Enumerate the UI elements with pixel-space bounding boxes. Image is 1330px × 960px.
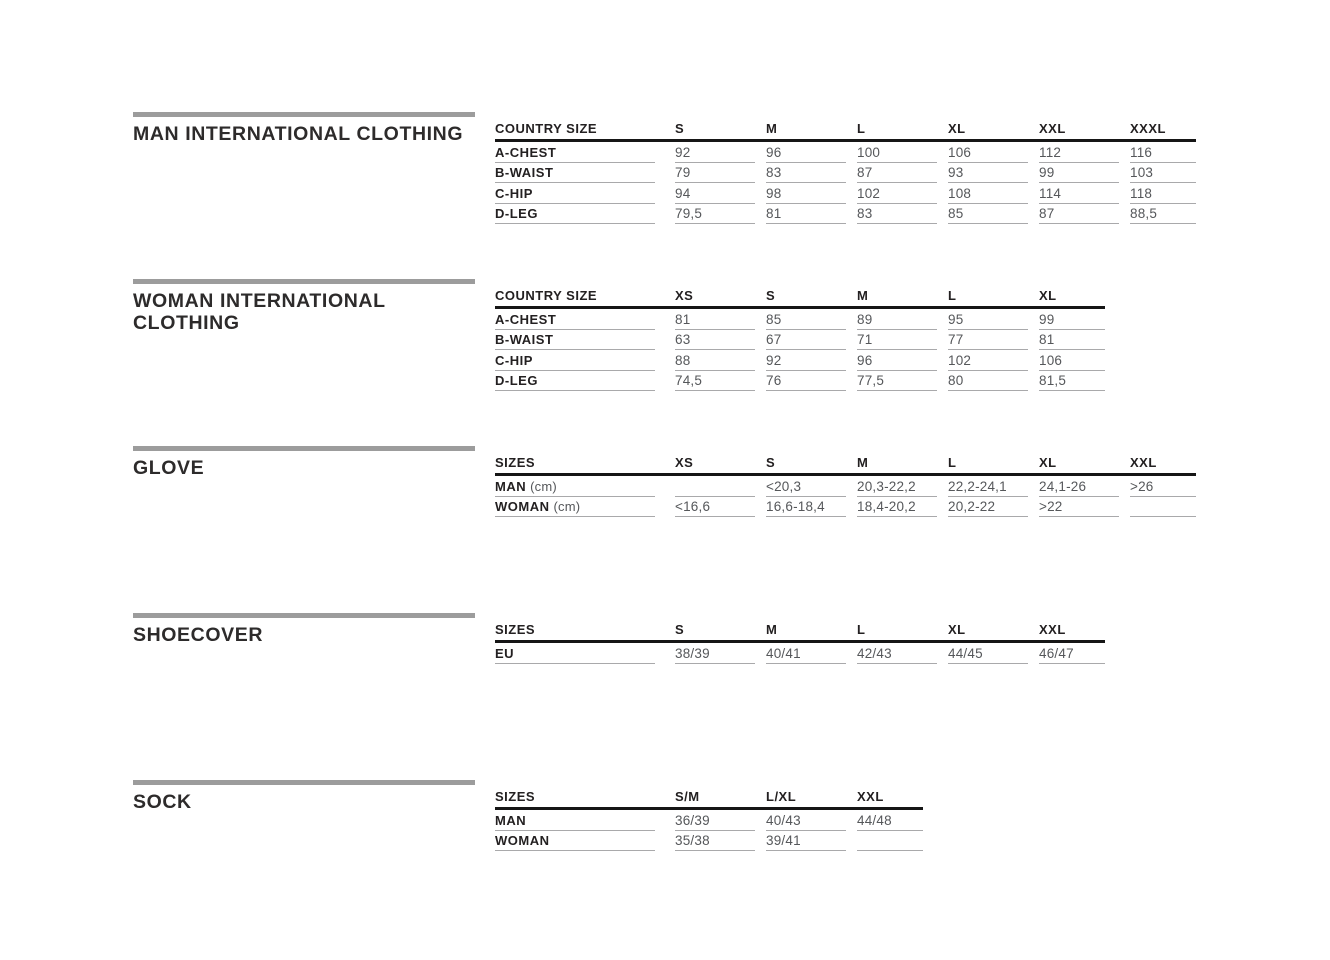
column-header-s: S <box>766 455 776 470</box>
row-label: C-HIP <box>495 352 533 368</box>
section-title-block <box>133 279 475 334</box>
cell-value-text: 116 <box>1130 144 1153 160</box>
value-cell <box>1130 204 1196 225</box>
row-label: MAN <box>495 478 527 494</box>
cell-value-text: 81 <box>766 206 782 221</box>
value-cell <box>1039 350 1105 371</box>
row-label: D-LEG <box>495 373 538 388</box>
table-header-label: SIZES <box>495 789 536 804</box>
row-label-cell <box>495 350 655 371</box>
column-header-xxl: XXL <box>857 789 884 804</box>
cell-value-text: 79,5 <box>675 206 703 221</box>
cell-value-text: 95 <box>948 311 964 327</box>
value-cell <box>948 163 1028 184</box>
value-cell <box>857 476 937 497</box>
row-label: WOMAN <box>495 499 550 514</box>
column-header-m: M <box>857 455 869 470</box>
column-header-s-m: S/M <box>675 789 700 804</box>
cell-value-text: 42/43 <box>857 645 892 661</box>
value-cell <box>948 183 1028 204</box>
section-title-block <box>133 613 475 647</box>
table-header-label: SIZES <box>495 622 536 637</box>
table-row-c-hip <box>495 183 1196 204</box>
cell-value-text: 98 <box>766 185 782 201</box>
section-accent-bar <box>133 613 475 618</box>
value-cell <box>675 371 755 392</box>
value-cell <box>948 142 1028 163</box>
value-cell <box>1130 183 1196 204</box>
value-cell <box>1039 163 1119 184</box>
row-label-cell <box>495 810 655 831</box>
section-title: SHOECOVER <box>133 624 264 646</box>
cell-value-text: 85 <box>766 311 782 327</box>
row-label-cell <box>495 831 655 852</box>
row-label-cell <box>495 204 655 225</box>
cell-value-text: 87 <box>1039 206 1055 221</box>
value-cell <box>675 330 755 351</box>
cell-value-text: 94 <box>675 185 691 201</box>
cell-value-text: 87 <box>857 165 873 180</box>
value-cell <box>675 142 755 163</box>
table-row-man <box>495 476 1196 497</box>
cell-value-text: >26 <box>1130 478 1154 494</box>
section-title-block <box>133 112 475 146</box>
cell-value-text: 106 <box>1039 352 1063 368</box>
section-accent-bar <box>133 780 475 785</box>
table-header-row <box>495 448 1196 476</box>
value-cell <box>766 371 846 392</box>
row-label-cell <box>495 497 655 518</box>
cell-value-text: 118 <box>1130 185 1153 201</box>
cell-value-text: 93 <box>948 165 964 180</box>
cell-value-text: 81 <box>1039 332 1055 347</box>
size-table-glove <box>495 448 1196 517</box>
cell-value-text: 16,6-18,4 <box>766 499 825 514</box>
value-cell <box>766 497 846 518</box>
column-header-xxl: XXL <box>1039 622 1066 637</box>
column-header-xl: XL <box>1039 455 1057 470</box>
value-cell <box>857 330 937 351</box>
column-header-s: S <box>766 288 776 303</box>
value-cell <box>948 643 1028 664</box>
value-cell <box>675 309 755 330</box>
value-cell <box>1039 476 1119 497</box>
column-header-l-xl: L/XL <box>766 789 797 804</box>
cell-value-text: 44/48 <box>857 812 892 828</box>
column-header-s: S <box>675 121 685 136</box>
cell-value-text: 103 <box>1130 165 1154 180</box>
value-cell <box>857 350 937 371</box>
value-cell <box>1039 309 1105 330</box>
row-label: D-LEG <box>495 206 538 221</box>
value-cell <box>857 204 937 225</box>
cell-value-text: 44/45 <box>948 645 983 661</box>
cell-value-text: 99 <box>1039 311 1055 327</box>
value-cell <box>857 163 937 184</box>
value-cell <box>1039 497 1119 518</box>
value-cell <box>766 330 846 351</box>
cell-value-text: <16,6 <box>675 499 711 514</box>
value-cell <box>675 643 755 664</box>
row-label-cell <box>495 371 655 392</box>
value-cell <box>1130 142 1196 163</box>
cell-value-text: 85 <box>948 206 964 221</box>
column-header-m: M <box>766 121 778 136</box>
cell-value-text: 77,5 <box>857 373 885 388</box>
cell-value-text: 114 <box>1039 185 1062 201</box>
column-header-m: M <box>857 288 869 303</box>
value-cell <box>675 350 755 371</box>
column-header-xl: XL <box>948 121 966 136</box>
cell-value-text: 88 <box>675 352 691 368</box>
value-cell <box>948 497 1028 518</box>
table-row-a-chest <box>495 142 1196 163</box>
cell-value-text: 108 <box>948 185 972 201</box>
row-label: B-WAIST <box>495 165 554 180</box>
cell-value-text: 67 <box>766 332 782 347</box>
value-cell <box>675 163 755 184</box>
value-cell <box>766 831 846 852</box>
section-title: SOCK <box>133 791 192 813</box>
row-label-cell <box>495 643 655 664</box>
value-cell <box>857 497 937 518</box>
table-row-man <box>495 810 923 831</box>
section-title: MAN INTERNATIONAL CLOTHING <box>133 123 464 145</box>
value-cell <box>766 350 846 371</box>
cell-value-text: 74,5 <box>675 373 703 388</box>
cell-value-text: 20,2-22 <box>948 499 996 514</box>
value-cell <box>948 309 1028 330</box>
row-label: A-CHEST <box>495 311 557 327</box>
row-label-suffix: (cm) <box>553 499 581 514</box>
cell-value-text: 102 <box>948 352 972 368</box>
value-cell <box>766 142 846 163</box>
column-header-xxl: XXL <box>1130 455 1157 470</box>
table-header-label: COUNTRY SIZE <box>495 288 598 303</box>
value-cell <box>857 309 937 330</box>
cell-value-text: 71 <box>857 332 873 347</box>
section-accent-bar <box>133 112 475 117</box>
value-cell <box>1130 497 1196 518</box>
cell-value-text: >22 <box>1039 499 1063 514</box>
cell-value-text: 40/43 <box>766 812 801 828</box>
cell-value-text: 81 <box>675 311 691 327</box>
cell-value-text: 24,1-26 <box>1039 478 1087 494</box>
size-table-woman-international-clothing <box>495 281 1105 391</box>
value-cell <box>857 831 923 852</box>
section-title: WOMAN INTERNATIONAL CLOTHING <box>133 290 386 334</box>
cell-value-text: 40/41 <box>766 645 801 661</box>
cell-value-text: 99 <box>1039 165 1055 180</box>
value-cell <box>948 476 1028 497</box>
row-label-suffix: (cm) <box>530 478 557 494</box>
row-label-cell <box>495 476 655 497</box>
table-header-row <box>495 782 923 810</box>
size-table-man-international-clothing <box>495 114 1196 224</box>
table-row-a-chest <box>495 309 1105 330</box>
table-row-woman <box>495 497 1196 518</box>
cell-value-text: 92 <box>766 352 782 368</box>
cell-value-text: 102 <box>857 185 881 201</box>
value-cell <box>948 330 1028 351</box>
row-label-cell <box>495 183 655 204</box>
column-header-xl: XL <box>1039 288 1057 303</box>
row-label: B-WAIST <box>495 332 554 347</box>
value-cell <box>675 810 755 831</box>
value-cell <box>857 643 937 664</box>
row-label: WOMAN <box>495 833 550 848</box>
value-cell <box>1039 330 1105 351</box>
cell-value-text: 106 <box>948 144 972 160</box>
column-header-l: L <box>857 121 866 136</box>
row-label-cell <box>495 309 655 330</box>
table-header-row <box>495 114 1196 142</box>
cell-value-text: 39/41 <box>766 833 801 848</box>
value-cell <box>675 476 755 497</box>
value-cell <box>766 183 846 204</box>
column-header-m: M <box>766 622 778 637</box>
table-row-eu <box>495 643 1105 664</box>
value-cell <box>766 476 846 497</box>
value-cell <box>948 350 1028 371</box>
cell-value-text: 92 <box>675 144 691 160</box>
value-cell <box>1039 643 1105 664</box>
section-title-block <box>133 446 475 480</box>
cell-value-text: 79 <box>675 165 691 180</box>
column-header-xs: XS <box>675 288 694 303</box>
row-label-cell <box>495 330 655 351</box>
value-cell <box>857 183 937 204</box>
row-label-cell <box>495 142 655 163</box>
cell-value-text: 88,5 <box>1130 206 1158 221</box>
value-cell <box>766 643 846 664</box>
section-title-block <box>133 780 475 814</box>
row-label-cell <box>495 163 655 184</box>
table-header-label: SIZES <box>495 455 536 470</box>
value-cell <box>766 204 846 225</box>
row-label: MAN <box>495 812 527 828</box>
table-row-b-waist <box>495 163 1196 184</box>
cell-value-text: 22,2-24,1 <box>948 478 1007 494</box>
table-header-row <box>495 615 1105 643</box>
column-header-l: L <box>948 455 957 470</box>
cell-value-text: 100 <box>857 144 881 160</box>
value-cell <box>675 831 755 852</box>
cell-value-text: 83 <box>857 206 873 221</box>
column-header-s: S <box>675 622 685 637</box>
column-header-xl: XL <box>948 622 966 637</box>
value-cell <box>1039 183 1119 204</box>
table-row-woman <box>495 831 923 852</box>
cell-value-text: 63 <box>675 332 691 347</box>
value-cell <box>675 183 755 204</box>
value-cell <box>1130 476 1196 497</box>
value-cell <box>1130 163 1196 184</box>
cell-value-text: 96 <box>857 352 873 368</box>
section-accent-bar <box>133 279 475 284</box>
cell-value-text: 46/47 <box>1039 645 1074 661</box>
cell-value-text: <20,3 <box>766 478 802 494</box>
cell-value-text: 80 <box>948 373 964 388</box>
table-header-row <box>495 281 1105 309</box>
table-header-label: COUNTRY SIZE <box>495 121 598 136</box>
size-table-shoecover <box>495 615 1105 664</box>
row-label: EU <box>495 645 515 661</box>
cell-value-text: 18,4-20,2 <box>857 499 916 514</box>
cell-value-text: 77 <box>948 332 964 347</box>
value-cell <box>1039 204 1119 225</box>
column-header-xxl: XXL <box>1039 121 1066 136</box>
column-header-xs: XS <box>675 455 694 470</box>
section-title: GLOVE <box>133 457 205 479</box>
value-cell <box>1039 371 1105 392</box>
cell-value-text: 83 <box>766 165 782 180</box>
value-cell <box>766 163 846 184</box>
cell-value-text: 38/39 <box>675 645 710 661</box>
value-cell <box>675 204 755 225</box>
cell-value-text: 20,3-22,2 <box>857 478 916 494</box>
cell-value-text: 36/39 <box>675 812 710 828</box>
cell-value-text: 35/38 <box>675 833 710 848</box>
column-header-l: L <box>857 622 866 637</box>
value-cell <box>675 497 755 518</box>
cell-value-text: 112 <box>1039 144 1062 160</box>
column-header-l: L <box>948 288 957 303</box>
value-cell <box>1039 142 1119 163</box>
table-row-d-leg <box>495 371 1105 392</box>
table-row-b-waist <box>495 330 1105 351</box>
size-table-sock <box>495 782 923 851</box>
value-cell <box>948 204 1028 225</box>
table-row-d-leg <box>495 204 1196 225</box>
cell-value-text: 81,5 <box>1039 373 1067 388</box>
value-cell <box>857 142 937 163</box>
cell-value-text: 89 <box>857 311 873 327</box>
section-accent-bar <box>133 446 475 451</box>
value-cell <box>766 309 846 330</box>
value-cell <box>857 371 937 392</box>
value-cell <box>766 810 846 831</box>
table-row-c-hip <box>495 350 1105 371</box>
cell-value-text: 96 <box>766 144 782 160</box>
column-header-xxxl: XXXL <box>1130 121 1166 136</box>
value-cell <box>948 371 1028 392</box>
row-label: C-HIP <box>495 185 533 201</box>
row-label: A-CHEST <box>495 144 557 160</box>
value-cell <box>857 810 923 831</box>
cell-value-text: 76 <box>766 373 782 388</box>
